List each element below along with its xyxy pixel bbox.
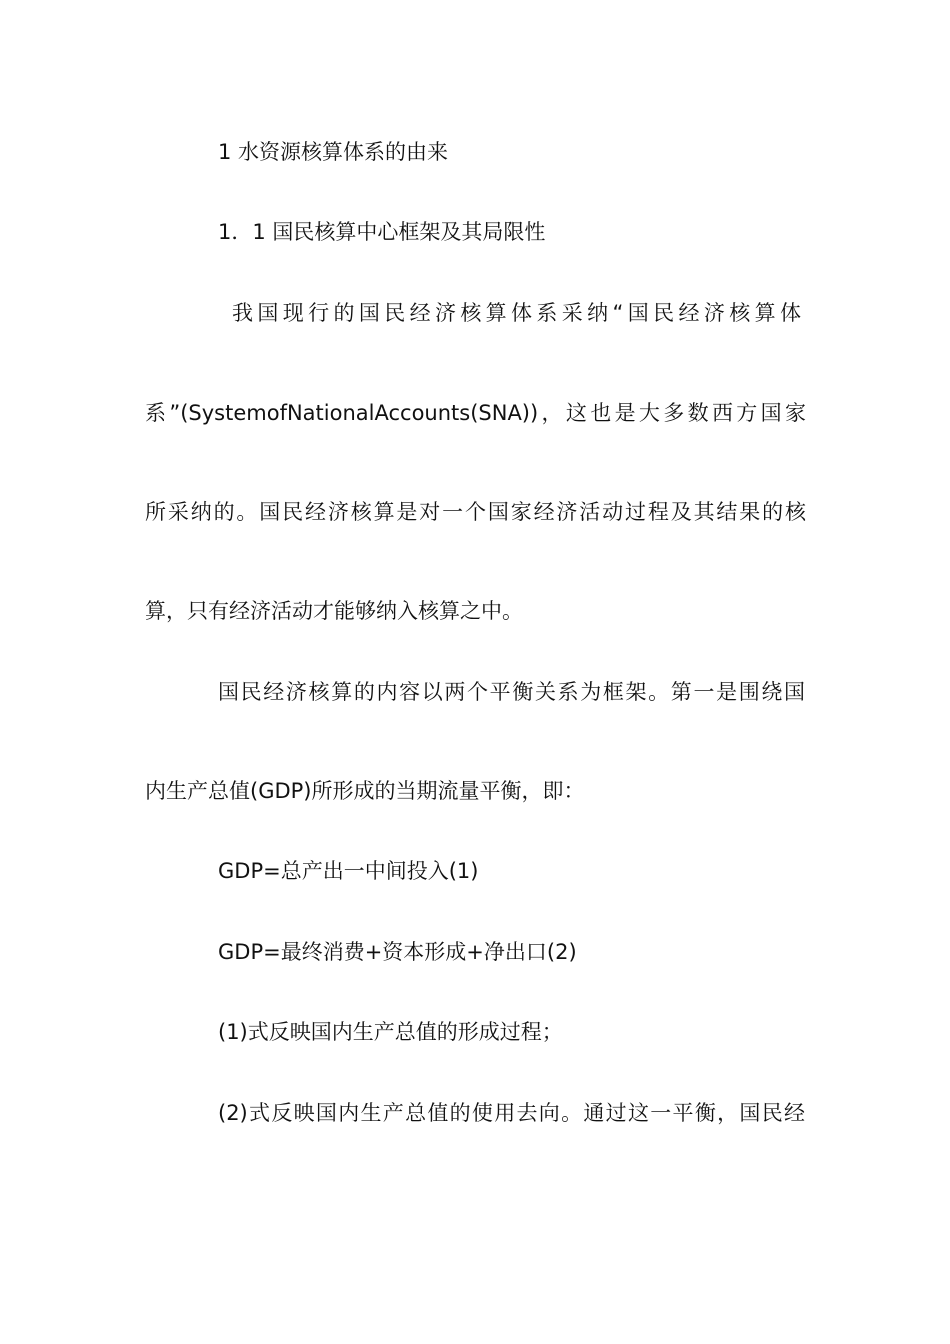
equation-2: GDP=最终消费+资本形成+净出口(2) [218,940,577,964]
paragraph-1-line-2: 系”(SystemofNationalAccounts(SNA))，这也是大多数西方国家 [145,401,806,425]
paragraph-1-line-1: 我国现行的国民经济核算体系采纳“国民经济核算体 [232,301,805,325]
note-equation-2: (2)式反映国内生产总值的使用去向。通过这一平衡，国民经 [218,1101,805,1125]
heading-section-1-1: 1．1 国民核算中心框架及其局限性 [218,220,546,244]
paragraph-2-line-1: 国民经济核算的内容以两个平衡关系为框架。第一是围绕国 [218,680,805,704]
heading-section-1: 1 水资源核算体系的由来 [218,140,449,164]
note-equation-1: (1)式反映国内生产总值的形成过程； [218,1020,563,1044]
equation-1: GDP=总产出一中间投入(1) [218,859,479,883]
paragraph-2-line-2: 内生产总值(GDP)所形成的当期流量平衡，即： [145,779,585,803]
paragraph-1-line-4: 算，只有经济活动才能够纳入核算之中。 [145,599,523,623]
paragraph-1-line-3: 所采纳的。国民经济核算是对一个国家经济活动过程及其结果的核 [145,500,806,524]
